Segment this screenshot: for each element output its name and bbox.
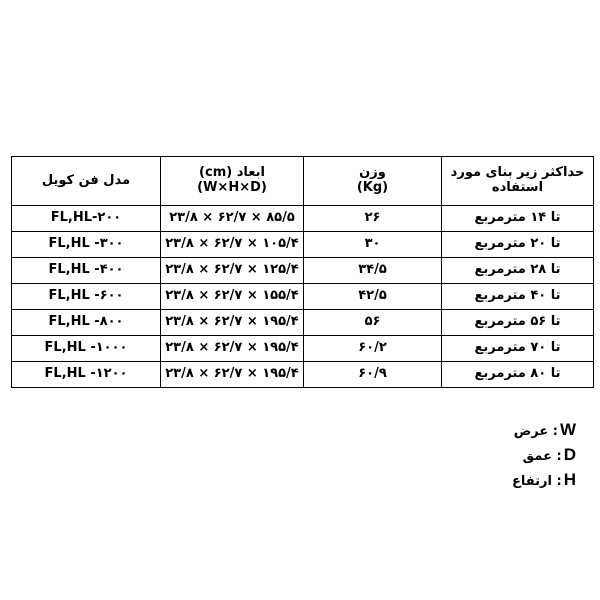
cell-max-area	[442, 284, 594, 310]
legend-letter: D	[563, 445, 576, 464]
legend-item	[512, 445, 576, 470]
legend-item	[512, 420, 576, 445]
cell-model-text: FL,HL -۳۰۰	[48, 236, 124, 252]
cell-weight-text: ۴۲/۵	[358, 288, 387, 304]
cell-model	[12, 232, 161, 258]
cell-model	[12, 362, 161, 388]
cell-weight-text: ۵۶	[364, 314, 381, 330]
cell-weight-text: ۳۰	[364, 236, 381, 252]
table-row	[12, 232, 594, 258]
cell-weight	[304, 336, 442, 362]
header-weight-unit: (Kg)	[356, 180, 389, 195]
header-dimensions-formula: (W×H×D)	[197, 180, 267, 195]
cell-model-text: FL,HL -۱۲۰۰	[44, 366, 128, 382]
cell-dimensions-text: ۲۳/۸ × ۶۲/۷ × ۱۹۵/۴	[165, 314, 299, 330]
cell-max-area-text: تا ۷۰ مترمربع	[474, 340, 561, 356]
cell-model	[12, 206, 161, 232]
header-model-label: مدل فن کویل	[41, 172, 131, 188]
table-row	[12, 258, 594, 284]
cell-dimensions-text: ۲۳/۸ × ۶۲/۷ × ۱۵۵/۴	[165, 288, 299, 304]
cell-max-area-text: تا ۲۰ مترمربع	[474, 236, 561, 252]
cell-dimensions-text: ۲۳/۸ × ۶۲/۷ × ۱۲۵/۴	[165, 262, 299, 278]
cell-model-text: FL,HL -۴۰۰	[48, 262, 124, 278]
cell-max-area	[442, 310, 594, 336]
cell-dimensions	[161, 362, 304, 388]
header-weight-line1: وزن	[359, 165, 386, 181]
cell-model-text: FL,HL-۲۰۰	[50, 210, 122, 226]
header-model	[12, 157, 161, 206]
cell-dimensions-text: ۲۳/۸ × ۶۲/۷ × ۸۵/۵	[169, 210, 295, 226]
cell-weight	[304, 310, 442, 336]
cell-max-area	[442, 336, 594, 362]
header-dimensions-line1: ابعاد (cm)	[199, 165, 265, 181]
cell-model-text: FL,HL -۱۰۰۰	[44, 340, 128, 356]
cell-max-area-text: تا ۲۸ مترمربع	[474, 262, 561, 278]
cell-weight-text: ۶۰/۹	[358, 366, 387, 382]
table-row	[12, 362, 594, 388]
cell-dimensions	[161, 310, 304, 336]
cell-max-area	[442, 232, 594, 258]
header-max-area	[442, 157, 594, 206]
cell-dimensions-text: ۲۳/۸ × ۶۲/۷ × ۱۹۵/۴	[165, 340, 299, 356]
cell-model	[12, 284, 161, 310]
cell-model	[12, 310, 161, 336]
cell-weight-text: ۳۴/۵	[358, 262, 387, 278]
cell-model-text: FL,HL -۸۰۰	[48, 314, 124, 330]
cell-dimensions	[161, 284, 304, 310]
cell-weight	[304, 258, 442, 284]
cell-max-area	[442, 258, 594, 284]
cell-max-area	[442, 206, 594, 232]
cell-weight	[304, 284, 442, 310]
table-row	[12, 310, 594, 336]
cell-weight	[304, 206, 442, 232]
cell-dimensions	[161, 206, 304, 232]
cell-max-area-text: تا ۱۴ مترمربع	[474, 210, 561, 226]
table-header-row	[12, 157, 594, 206]
cell-max-area-text: تا ۴۰ مترمربع	[474, 288, 561, 304]
legend-letter: H	[563, 470, 576, 489]
cell-dimensions-text: ۲۳/۸ × ۶۲/۷ × ۱۹۵/۴	[165, 366, 299, 382]
cell-model-text: FL,HL -۶۰۰	[48, 288, 124, 304]
dimension-legend	[512, 420, 576, 495]
cell-model	[12, 336, 161, 362]
header-max-area-line1: حداکثر زیر بنای مورد	[450, 165, 585, 181]
cell-max-area-text: تا ۵۶ مترمربع	[474, 314, 561, 330]
cell-max-area	[442, 362, 594, 388]
cell-dimensions	[161, 232, 304, 258]
cell-dimensions-text: ۲۳/۸ × ۶۲/۷ × ۱۰۵/۴	[165, 236, 299, 252]
cell-weight-text: ۶۰/۲	[358, 340, 387, 356]
legend-text: : ارتفاع	[512, 474, 562, 489]
table-row	[12, 284, 594, 310]
legend-text: : عمق	[522, 449, 562, 464]
cell-weight-text: ۲۶	[364, 210, 381, 226]
fan-coil-spec-table	[11, 156, 594, 388]
cell-max-area-text: تا ۸۰ مترمربع	[474, 366, 561, 382]
cell-weight	[304, 232, 442, 258]
header-dimensions	[161, 157, 304, 206]
legend-text: : عرض	[513, 424, 558, 439]
table-row	[12, 206, 594, 232]
header-weight	[304, 157, 442, 206]
cell-dimensions	[161, 336, 304, 362]
legend-item	[512, 470, 576, 495]
cell-weight	[304, 362, 442, 388]
table-body	[12, 206, 594, 388]
cell-model	[12, 258, 161, 284]
header-max-area-line2: استفاده	[491, 180, 544, 195]
table-row	[12, 336, 594, 362]
legend-letter: W	[559, 420, 576, 439]
cell-dimensions	[161, 258, 304, 284]
